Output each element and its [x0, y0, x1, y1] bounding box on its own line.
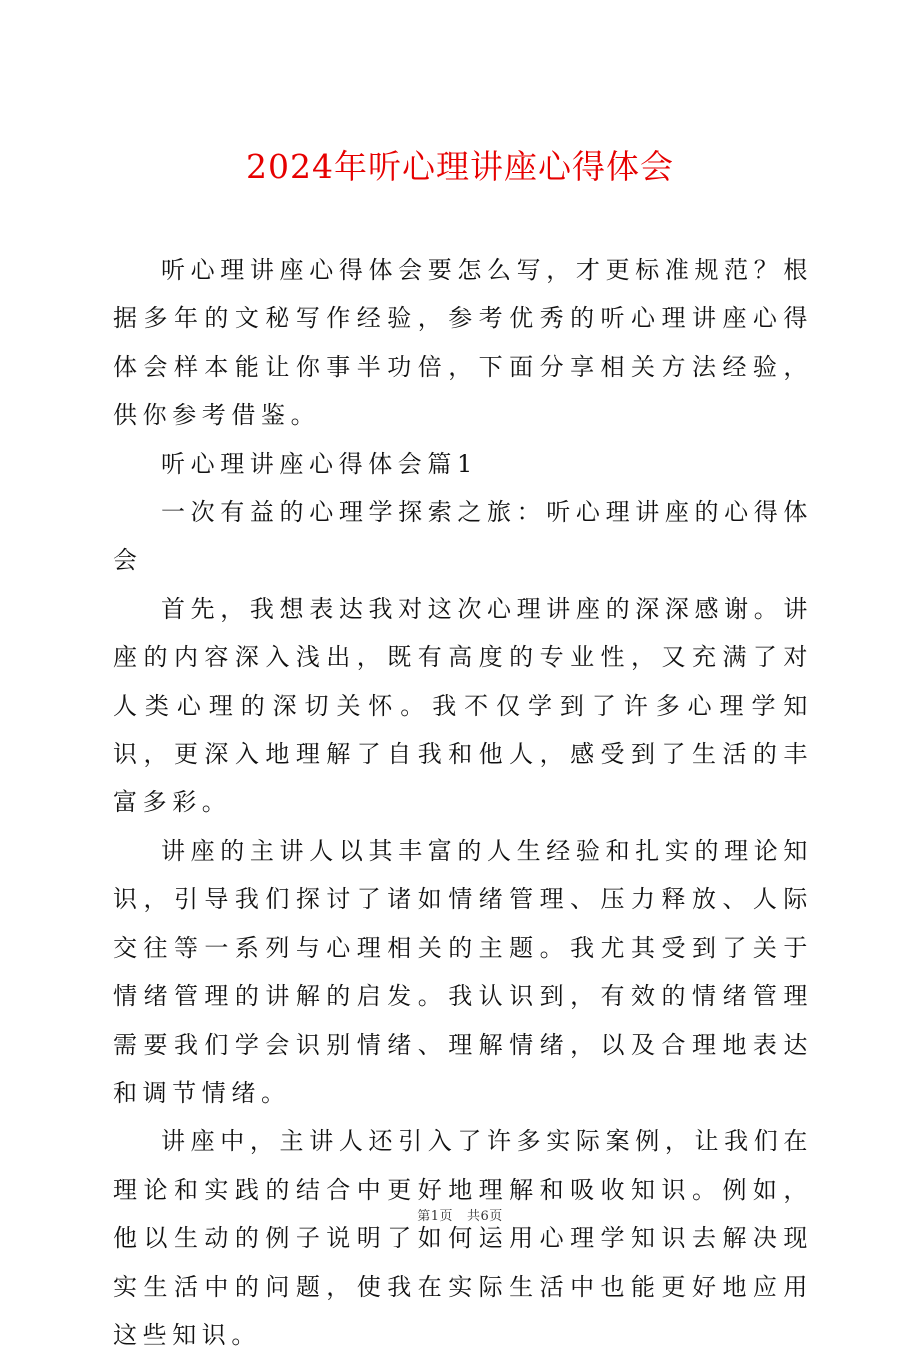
- page-count: 共6页: [467, 1209, 503, 1224]
- document-title: 2024年听心理讲座心得体会: [246, 147, 674, 186]
- intro-paragraph: 听心理讲座心得体会要怎么写，才更标准规范？根据多年的文秘写作经验，参考优秀的听心理讲座心得体会样本能让你事半功倍，下面分享相关方法经验，供你参考借鉴。: [113, 256, 813, 430]
- body-paragraph: 讲座的主讲人以其丰富的人生经验和扎实的理论知识，引导我们探讨了诸如情绪管理、压力释放、人际交往等一系列与心理相关的主题。我尤其受到了关于情绪管理的讲解的启发。我认识到，有效的情绪管理需要我们学会识别情绪、理解情绪，以及合理地表达和调节情绪。: [113, 836, 813, 1107]
- page-number: 第1页: [417, 1209, 453, 1224]
- body-paragraph: 首先，我想表达我对这次心理讲座的深深感谢。讲座的内容深入浅出，既有高度的专业性，又充满了对人类心理的深切关怀。我不仅学到了许多心理学知识，更深入地理解了自我和他人，感受到了生活的丰富多彩。: [113, 594, 813, 817]
- document-body: [113, 246, 813, 1359]
- section-heading: 听心理讲座心得体会篇1: [161, 449, 478, 478]
- body-paragraph: 讲座中，主讲人还引入了许多实际案例，让我们在理论和实践的结合中更好地理解和吸收知识。例如，他以生动的例子说明了如何运用心理学知识去解决现实生活中的问题，使我在实际生活中也能更好地应用这些知识。: [113, 1127, 813, 1349]
- page-footer: [0, 1205, 920, 1224]
- section-subtitle: 一次有益的心理学探索之旅：听心理讲座的心得体会: [113, 498, 813, 575]
